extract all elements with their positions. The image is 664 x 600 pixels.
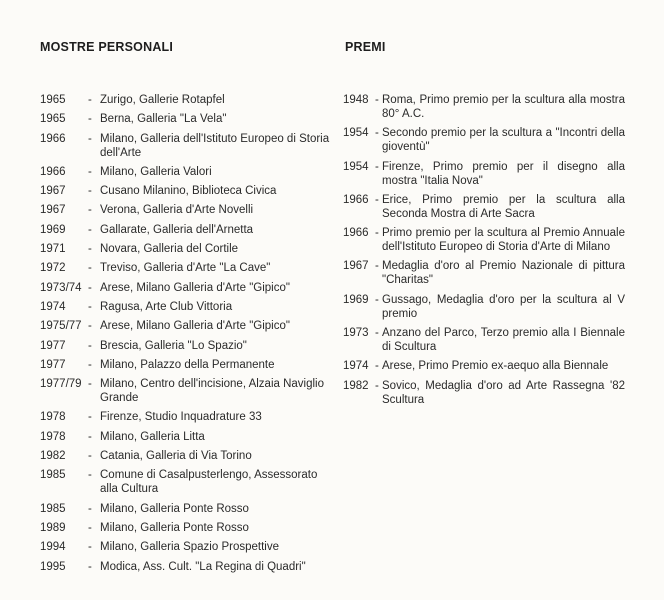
entry-text: Novara, Galleria del Cortile [100, 243, 239, 256]
entry-dash: - [88, 378, 92, 391]
entry-year: 1948 [343, 94, 369, 106]
entry-dash: - [88, 469, 92, 482]
mostra-entry [40, 410, 330, 424]
entry-year: 1967 [343, 260, 369, 273]
entry-dash: - [375, 127, 379, 140]
entry-year: 1965 [40, 94, 66, 106]
entry-dash: - [88, 300, 92, 313]
entry-dash: - [375, 293, 379, 306]
entry-dash: - [375, 379, 379, 392]
entry-year: 1974 [343, 360, 369, 373]
entry-dash: - [375, 360, 379, 373]
entry-year: 1971 [40, 243, 66, 256]
entry-text: Milano, Centro dell'incisione, Alzaia Naviglio Grande [100, 378, 325, 405]
mostre-personali-heading: MOSTRE PERSONALI [40, 40, 174, 54]
entry-text: Arese, Primo Premio ex-aequo alla Biennale [382, 360, 609, 373]
entry-year: 1985 [40, 502, 66, 515]
entry-dash: - [88, 243, 92, 256]
entry-year: 1972 [40, 262, 66, 275]
entry-text: Zurigo, Gallerie Rotapfel [100, 94, 225, 106]
entry-text: Gallarate, Galleria dell'Arnetta [100, 223, 254, 236]
mostra-entry [40, 339, 330, 353]
mostra-entry [40, 132, 330, 160]
entry-text: Cusano Milanino, Biblioteca Civica [100, 185, 277, 198]
entry-dash: - [88, 320, 92, 333]
mostra-entry [40, 560, 330, 574]
entry-text: Treviso, Galleria d'Arte "La Cave" [100, 262, 271, 275]
entry-year: 1982 [40, 450, 66, 463]
entry-dash: - [375, 193, 379, 206]
entry-text: Arese, Milano Galleria d'Arte "Gipico" [100, 281, 290, 294]
entry-text: Erice, Primo premio per la scultura alla Seconda Mostra di Arte Sacra [382, 193, 625, 220]
premio-entry [343, 160, 625, 188]
entry-year: 1977 [40, 358, 66, 371]
entry-dash: - [88, 358, 92, 371]
entry-text: Milano, Galleria Ponte Rosso [100, 502, 249, 515]
entry-text: Milano, Palazzo della Permanente [100, 358, 275, 371]
entry-dash: - [88, 223, 92, 236]
entry-year: 1973/74 [40, 281, 82, 294]
entry-dash: - [88, 541, 92, 554]
premio-entry [343, 359, 625, 373]
entry-dash: - [375, 260, 379, 273]
mostra-entry [40, 502, 330, 516]
entry-dash: - [88, 185, 92, 198]
entry-year: 1965 [40, 113, 66, 126]
entry-text: Catania, Galleria di Via Torino [100, 450, 252, 463]
mostra-entry [40, 223, 330, 237]
mostra-entry [40, 203, 330, 217]
entry-text: Anzano del Parco, Terzo premio alla I Biennale di Scultura [382, 327, 625, 354]
entry-year: 1974 [40, 300, 66, 313]
entry-year: 1977/79 [40, 378, 82, 391]
entry-text: Firenze, Primo premio per il disegno alla mostra "Italia Nova" [382, 160, 625, 187]
entry-year: 1966 [40, 132, 66, 145]
mostra-entry [40, 165, 330, 179]
mostra-entry [40, 377, 330, 405]
entry-year: 1954 [343, 160, 369, 173]
entry-year: 1977 [40, 339, 66, 352]
entry-text: Gussago, Medaglia d'oro per la scultura al V premio [382, 293, 625, 320]
entry-text: Milano, Galleria Litta [100, 430, 205, 443]
entry-text: Ragusa, Arte Club Vittoria [100, 300, 233, 313]
entry-dash: - [88, 450, 92, 463]
entry-text: Firenze, Studio Inquadrature 33 [100, 411, 262, 424]
entry-text: Milano, Galleria Valori [100, 165, 212, 178]
entry-dash: - [88, 113, 92, 126]
mostra-entry [40, 261, 330, 275]
entry-dash: - [88, 560, 92, 573]
entry-dash: - [88, 204, 92, 217]
entry-year: 1985 [40, 469, 66, 482]
entry-dash: - [375, 160, 379, 173]
entry-dash: - [88, 281, 92, 294]
entry-dash: - [88, 502, 92, 515]
entry-year: 1994 [40, 541, 66, 554]
entry-year: 1969 [40, 223, 66, 236]
mostra-entry [40, 281, 330, 295]
entry-year: 1989 [40, 521, 66, 534]
entry-text: Modica, Ass. Cult. "La Regina di Quadri" [100, 560, 306, 573]
entry-year: 1995 [40, 560, 66, 573]
entry-dash: - [375, 327, 379, 340]
entry-text: Arese, Milano Galleria d'Arte "Gipico" [100, 320, 290, 333]
mostra-entry [40, 468, 330, 496]
premio-entry [343, 126, 625, 154]
entry-dash: - [375, 227, 379, 240]
mostra-entry [40, 449, 330, 463]
premio-entry [343, 326, 625, 354]
mostra-entry [40, 358, 330, 372]
premio-entry [343, 259, 625, 287]
entry-text: Primo premio per la scultura al Premio Annuale dell'Istituto Europeo di Storia d'Arte di Milano [382, 227, 625, 254]
entry-dash: - [88, 411, 92, 424]
entry-text: Berna, Galleria "La Vela" [100, 113, 227, 126]
entry-year: 1978 [40, 411, 66, 424]
entry-year: 1982 [343, 379, 369, 392]
mostra-entry [40, 93, 330, 107]
mostre-list [40, 93, 330, 579]
entry-year: 1978 [40, 430, 66, 443]
entry-year: 1966 [343, 227, 369, 240]
entry-text: Sovico, Medaglia d'oro ad Arte Rassegna '82 Scultura [382, 379, 625, 406]
entry-text: Roma, Primo premio per la scultura alla mostra 80° A.C. [382, 94, 625, 120]
mostra-entry [40, 184, 330, 198]
mostra-entry [40, 300, 330, 314]
entry-text: Milano, Galleria dell'Istituto Europeo di Storia dell'Arte [100, 132, 330, 159]
mostra-entry [40, 540, 330, 554]
premio-entry [343, 293, 625, 321]
entry-year: 1973 [343, 327, 369, 340]
entry-text: Medaglia d'oro al Premio Nazionale di pittura "Charitas" [382, 260, 625, 287]
entry-text: Secondo premio per la scultura a "Incontri della gioventù" [382, 127, 625, 154]
entry-text: Milano, Galleria Ponte Rosso [100, 521, 249, 534]
entry-text: Milano, Galleria Spazio Prospettive [100, 541, 279, 554]
entry-dash: - [88, 165, 92, 178]
premi-list [343, 93, 625, 412]
mostra-entry [40, 430, 330, 444]
entry-text: Verona, Galleria d'Arte Novelli [100, 204, 254, 217]
entry-dash: - [88, 262, 92, 275]
entry-year: 1969 [343, 293, 369, 306]
entry-text: Brescia, Galleria "Lo Spazio" [100, 339, 247, 352]
premio-entry [343, 93, 625, 121]
premio-entry [343, 193, 625, 221]
entry-dash: - [88, 339, 92, 352]
entry-dash: - [88, 94, 92, 106]
entry-text: Comune di Casalpusterlengo, Assessorato alla Cultura [100, 469, 318, 496]
mostra-entry [40, 112, 330, 126]
premio-entry [343, 226, 625, 254]
entry-dash: - [88, 430, 92, 443]
entry-dash: - [88, 132, 92, 145]
mostra-entry [40, 242, 330, 256]
entry-year: 1966 [343, 193, 369, 206]
premio-entry [343, 379, 625, 407]
entry-year: 1954 [343, 127, 369, 140]
entry-year: 1966 [40, 165, 66, 178]
mostra-entry [40, 319, 330, 333]
premi-heading: PREMI [345, 40, 386, 54]
entry-year: 1967 [40, 185, 66, 198]
entry-year: 1967 [40, 204, 66, 217]
entry-year: 1975/77 [40, 320, 82, 333]
entry-dash: - [88, 521, 92, 534]
mostra-entry [40, 521, 330, 535]
entry-dash: - [375, 94, 379, 106]
